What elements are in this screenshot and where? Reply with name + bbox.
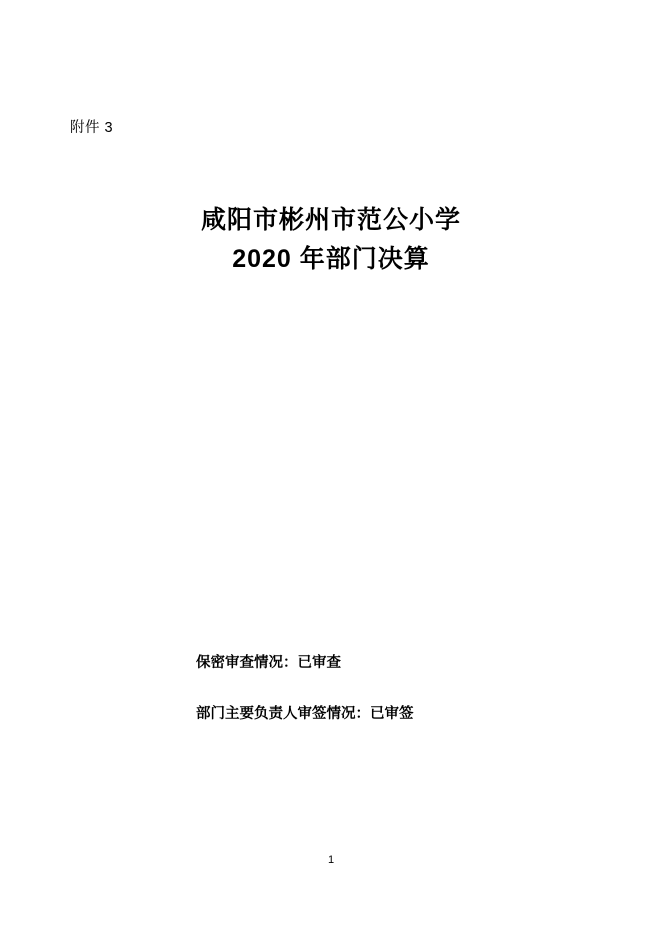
confidentiality-review-note: 保密审查情况：已审查: [196, 655, 341, 671]
page-number: 1: [327, 854, 335, 866]
notes-block: [196, 652, 414, 754]
page-title-line-2: 2020 年部门决算: [232, 245, 430, 273]
page-title-line-1: 咸阳市彬州市范公小学: [200, 206, 461, 234]
department-head-signoff-note: 部门主要负责人审签情况：已审签: [196, 706, 414, 723]
attachment-label: 附件 3: [70, 120, 114, 136]
page-title: [0, 202, 662, 277]
